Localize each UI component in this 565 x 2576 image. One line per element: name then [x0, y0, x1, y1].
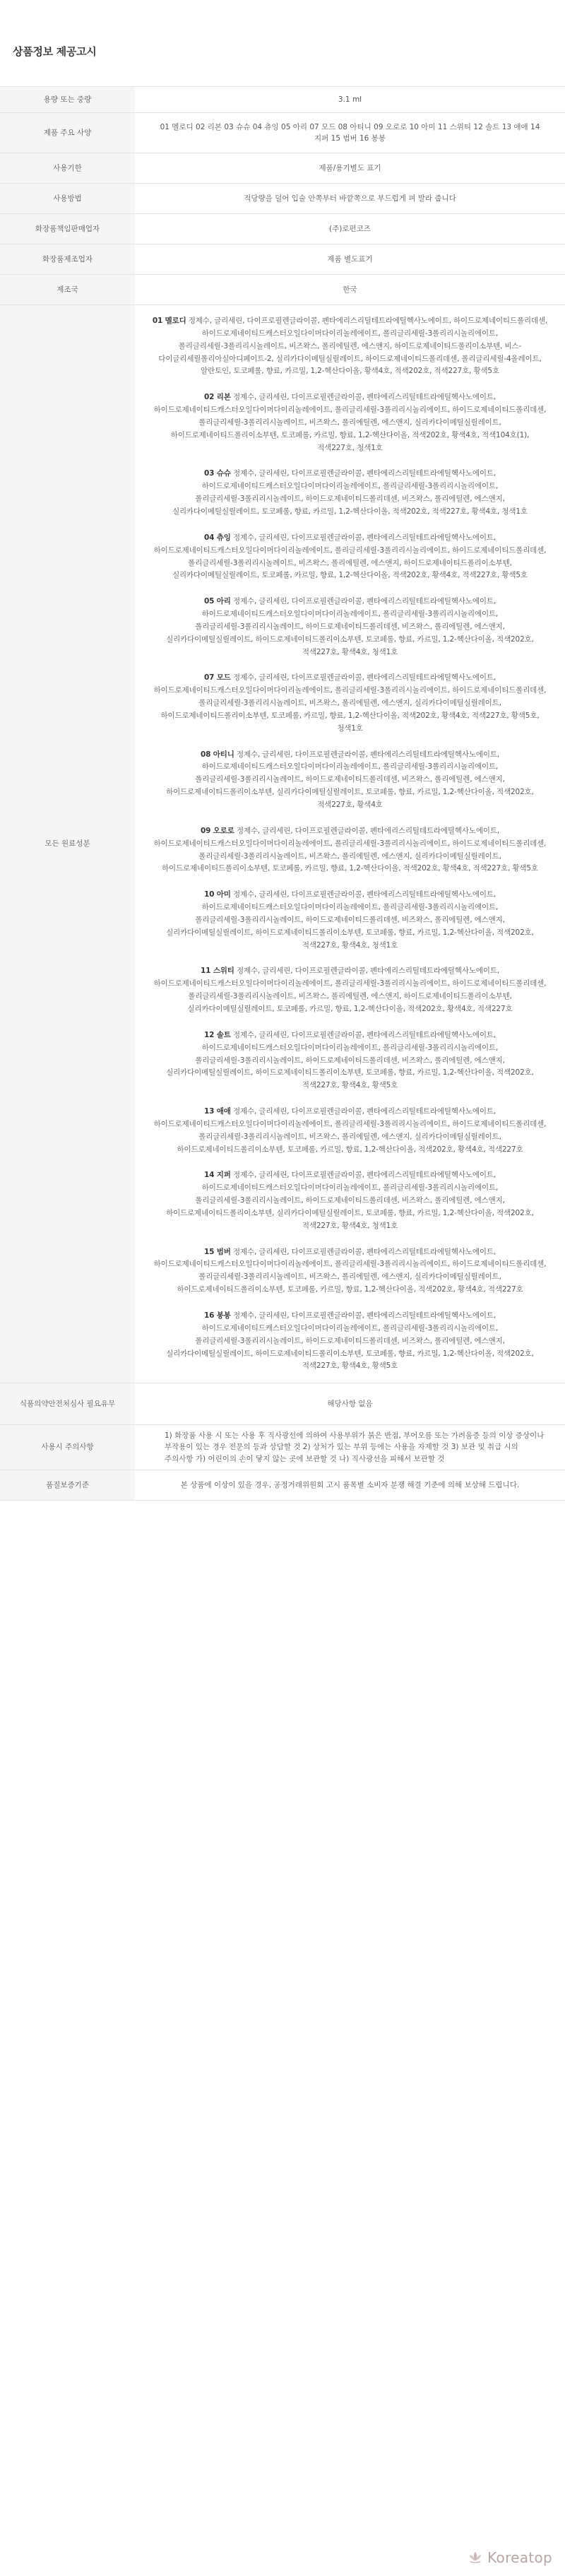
shade-label: 04 츄잉 — [203, 533, 231, 542]
shade-label: 14 지퍼 — [203, 1171, 231, 1180]
ingredient-block — [152, 1029, 548, 1092]
row-label: 식품의약안전처심사 필요유무 — [0, 1383, 135, 1425]
row-value: 제품 별도표기 — [135, 244, 565, 275]
shade-label: 05 아리 — [203, 597, 231, 606]
logo-text: Koreatop — [487, 2549, 552, 2566]
lotus-icon — [468, 2550, 483, 2565]
shade-label: 15 범버 — [203, 1247, 231, 1256]
ingredient-block — [152, 749, 548, 812]
shade-label: 09 오로로 — [200, 826, 234, 835]
row-value: 01 멜로디 02 리본 03 슈슈 04 츄잉 05 아리 07 모드 08 아티니 09 오로로 10 아미 11 스위티 12 솔트 13 애애 14 지퍼 15 범버 16 봉봉 — [135, 113, 565, 153]
ingredient-block — [152, 596, 548, 658]
row-label: 모든 원료성분 — [0, 305, 135, 1383]
row-label: 화장품책임판매업자 — [0, 214, 135, 244]
shade-label: 08 아티니 — [200, 750, 234, 759]
row-value: 3.1 ml — [135, 87, 565, 113]
row-value: 적당량을 덜어 입술 안쪽부터 바깥쪽으로 부드럽게 펴 발라 줍니다 — [135, 184, 565, 214]
row-volume — [0, 87, 565, 113]
ingredient-block — [152, 1169, 548, 1232]
ingredient-block — [152, 468, 548, 518]
row-expiry — [0, 153, 565, 184]
row-ingredients — [0, 305, 565, 1383]
ingredient-text: 정제수, 글리세린, 다이프로필렌글라이콜, 펜타에리스리틸테트라에틸헥사노에이트, 하이드로제네이티드캐스터오일다이머다이리놀레에이트, 폴리글리세릴-3폴리리시놀리에이트, 하이드로제네이티드폴리데센, 폴리글리세릴-3폴리리시놀레이트, 비즈왁스, 폴리에틸렌, 에스앤지, 하이드로제네이티드폴리이소부텐, 실리카다이메틸실릴레이트, 토코페롤, 카르밀, 향료, 1,2-헥산다이올, 적색202호, 황색4호, 적색227호, 황색5호 — [153, 533, 547, 580]
row-value: (주)로펀코즈 — [135, 214, 565, 244]
ingredient-text: 정제수, 글리세린, 다이프로필렌글라이콜, 펜타에리스리틸테트라에틸헥사노에이트, 하이드로제네이티드캐스터오일다이머다이리놀레에이트, 폴리글리세릴-3폴리리시놀리에이트, 하이드로제네이티드폴리데센, 폴리글리세릴-3폴리리시놀레이트, 비즈왁스, 폴리에틸렌, 에스앤지, 실리카다이메틸실릴레이트, 하이드로제네이티드폴리이소부텐, 토코페롤, 카르밀, 향료, 1,2-헥산다이올, 적색202호, 황색4호, 적색227호 — [153, 1107, 547, 1154]
shade-label: 01 멜로디 — [152, 317, 186, 325]
ingredient-block — [152, 532, 548, 582]
ingredients-list — [135, 305, 565, 1383]
row-label: 화장품제조업자 — [0, 244, 135, 275]
row-maker — [0, 214, 565, 244]
ingredient-text: 정제수, 글리세린, 다이프로필렌글라이콜, 펜타에리스리틸테트라에틸헥사노에이트, 하이드로제네이티드캐스터오일다이머다이리놀레에이트, 폴리글리세릴-3폴리리시놀리에이트, 폴리글리세릴-3폴리리시놀레이트, 하이드로제네이티드폴리데센, 비즈왁스, 폴리에틸렌, 에스앤지, 실리카다이메틸실릴레이트, 하이드로제네이티드폴리이소부텐, 토코페롤, 향료, 카르밀, 1,2-헥산다이올, 적색202호, 적색227호, 황색4호, 황색5호 — [166, 1030, 534, 1090]
row-value: 한국 — [135, 275, 565, 305]
ingredient-text: 정제수, 글리세린, 다이프로필렌글라이콜, 펜타에리스리틸테트라에틸헥사노에이트, 하이드로제네이티드폴리데센, 하이드로제네이티드캐스터오일다이머다이리놀레에이트, 폴리글리세릴-3폴리리시놀리에이트, 폴리글리세릴-3폴리리시놀레이트, 비즈왁스, 폴리에틸렌, 에스앤지, 하이드로제네이티드폴리이소부텐, 비스-다이글리세릴폴리아실아디페이트-2, 실리카다이메틸실릴레이트, 하이드로제네이티드폴리데센, 폴리글리세릴-4올레이트, 알란토인, 토코페롤, 향료, 카르밀, 1,2-헥산다이올, 황색4호, 적색202호, 적색227호, 황색5호 — [158, 317, 548, 376]
row-value: 본 상품에 이상이 있을 경우, 공정거래위원회 고시 품목별 소비자 분쟁 해결 기준에 의해 보상해 드립니다. — [135, 1470, 565, 1501]
ingredient-block — [152, 1106, 548, 1156]
row-label: 사용시 주의사항 — [0, 1425, 135, 1470]
ingredient-text: 정제수, 글리세린, 다이프로필렌글라이콜, 펜타에리스리틸테트라에틸헥사노에이트, 하이드로제네이티드캐스터오일다이머다이리놀레에이트, 폴리글리세릴-3폴리리시놀리에이트, 하이드로제네이티드폴리데센, 폴리글리세릴-3폴리리시놀레이트, 비즈왁스, 폴리에틸렌, 에스앤지, 실리카다이메틸실릴레이트, 하이드로제네이티드폴리이소부텐, 토코페롤, 카르밀, 향료, 1,2-헥산다이올, 적색202호, 황색4호, 적색227호, 황색5호, 청색1호 — [153, 673, 547, 733]
ingredient-text: 정제수, 글리세린, 다이프로필렌글라이콜, 펜타에리스리틸테트라에틸헥사노에이트, 하이드로제네이티드캐스터오일다이머다이리놀레에이트, 폴리글리세릴-3폴리리시놀리에이트, 폴리글리세릴-3폴리리시놀레이트, 하이드로제네이티드폴리데센, 비즈왁스, 폴리에틸렌, 에스앤지, 실리카다이메틸실릴레이트, 하이드로제네이티드폴리이소부텐, 토코페롤, 향료, 카르밀, 1,2-헥산다이올, 적색202호, 적색227호, 황색4호, 황색5호 — [166, 1311, 534, 1371]
row-spec — [0, 113, 565, 153]
ingredient-block — [152, 889, 548, 952]
ingredient-block — [152, 1246, 548, 1296]
ingredient-block — [152, 1310, 548, 1373]
ingredient-text: 정제수, 글리세린, 다이프로필렌글라이콜, 펜타에리스리틸테트라에틸헥사노에이트, 하이드로제네이티드캐스터오일다이머다이리놀레에이트, 폴리글리세릴-3폴리리시놀리에이트, 하이드로제네이티드폴리데센, 폴리글리세릴-3폴리리시놀레이트, 비즈왁스, 폴리에틸렌, 에스앤지, 실리카다이메틸실릴레이트, 하이드로제네이티드폴리이소부텐, 토코페롤, 카르밀, 향료, 1,2-헥산다이올, 적색202호, 황색4호, 적색104호(1), 적색227호, 청색1호 — [153, 393, 547, 452]
shade-label: 07 모드 — [203, 673, 231, 683]
row-warranty — [0, 1470, 565, 1501]
ingredient-block — [152, 315, 548, 378]
shade-label: 03 슈슈 — [203, 469, 231, 478]
ingredient-text: 정제수, 글리세린, 다이프로필렌글라이콜, 펜타에리스리틸테트라에틸헥사노에이트, 하이드로제네이티드캐스터오일다이머다이리놀레에이트, 폴리글리세릴-3폴리리시놀리에이트, 하이드로제네이티드폴리데센, 폴리글리세릴-3폴리리시놀레이트, 비즈왁스, 폴리에틸렌, 에스앤지, 하이드로제네이티드폴리이소부텐, 실리카다이메틸실릴레이트, 토코페롤, 카르밀, 향료, 1,2-헥산다이올, 적색202호, 황색4호, 적색227호 — [153, 967, 547, 1013]
row-value: 제품/용기별도 표기 — [135, 153, 565, 184]
ingredient-text: 정제수, 글리세린, 다이프로필렌글라이콜, 펜타에리스리틸테트라에틸헥사노에이트, 하이드로제네이티드캐스터오일다이머다이리놀레에이트, 폴리글리세릴-3폴리리시놀리에이트, 폴리글리세릴-3폴리리시놀레이트, 하이드로제네이티드폴리데센, 비즈왁스, 폴리에틸렌, 에스앤지, 실리카다이메틸실릴레이트, 하이드로제네이티드폴리이소부텐, 토코페롤, 향료, 카르밀, 1,2-헥산다이올, 적색202호, 적색227호, 황색4호, 청색1호 — [166, 890, 534, 950]
row-label: 제품 주요 사양 — [0, 113, 135, 153]
row-value: 해당사항 없음 — [135, 1383, 565, 1425]
shade-label: 11 스위티 — [200, 967, 234, 976]
ingredient-text: 정제수, 글리세린, 다이프로필렌글라이콜, 펜타에리스리틸테트라에틸헥사노에이트, 하이드로제네이티드캐스터오일다이머다이리놀레에이트, 폴리글리세릴-3폴리리시놀리에이트, 폴리글리세릴-3폴리리시놀레이트, 하이드로제네이티드폴리데센, 비즈왁스, 폴리에틸렌, 에스앤지, 하이드로제네이티드폴리이소부텐, 실리카다이메틸실릴레이트, 토코페롤, 향료, 카르밀, 1,2-헥산다이올, 적색202호, 적색227호, 황색4호, 청색1호 — [166, 1171, 534, 1230]
ingredient-text: 정제수, 글리세린, 다이프로필렌글라이콜, 펜타에리스리틸테트라에틸헥사노에이트, 하이드로제네이티드캐스터오일다이머다이리놀레에이트, 폴리글리세릴-3폴리리시놀리에이트, 하이드로제네이티드폴리데센, 폴리글리세릴-3폴리리시놀레이트, 비즈왁스, 폴리에틸렌, 에스앤지, 실리카다이메틸실릴레이트, 하이드로제네이티드폴리이소부텐, 토코페롤, 카르밀, 향료, 1,2-헥산다이올, 적색202호, 황색4호, 적색227호, 황색5호 — [153, 826, 547, 873]
row-country — [0, 275, 565, 305]
page-title: 상품정보 제공고시 — [13, 45, 97, 58]
row-usage — [0, 184, 565, 214]
row-label: 사용기한 — [0, 153, 135, 184]
ingredient-block — [152, 672, 548, 735]
ingredient-block — [152, 391, 548, 454]
row-seller — [0, 244, 565, 275]
ingredient-text: 정제수, 글리세린, 다이프로필렌글라이콜, 펜타에리스리틸테트라에틸헥사노에이트, 하이드로제네이티드캐스터오일다이머다이리놀레에이트, 폴리글리세릴-3폴리리시놀리에이트, 폴리글리세릴-3폴리리시놀레이트, 하이드로제네이티드폴리데센, 비즈왁스, 폴리에틸렌, 에스앤지, 하이드로제네이티드폴리이소부텐, 실리카다이메틸실릴레이트, 토코페롤, 향료, 카르밀, 1,2-헥산다이올, 적색202호, 적색227호, 황색4호 — [166, 750, 534, 809]
product-info-table — [0, 86, 565, 1501]
row-label: 용량 또는 중량 — [0, 87, 135, 113]
row-value: 1) 화장품 사용 시 또는 사용 후 직사광선에 의하여 사용부위가 붉은 반점, 부어오름 또는 가려움증 등의 이상 증상이나 부작용이 있는 경우 전문의 등과 상담할 것 2) 상처가 있는 부위 등에는 사용을 자제할 것 3) 보관 및 취급 시의 주의사항 가) 어린이의 손이 닿지 않는 곳에 보관할 것 나) 직사광선을 피해서 보관할 것 — [135, 1425, 565, 1470]
row-food — [0, 1383, 565, 1425]
ingredient-text: 정제수, 글리세린, 다이프로필렌글라이콜, 펜타에리스리틸테트라에틸헥사노에이트, 하이드로제네이티드캐스터오일다이머다이리놀레에이트, 폴리글리세릴-3폴리리시놀리에이트, 폴리글리세릴-3폴리리시놀레이트, 하이드로제네이티드폴리데센, 비즈왁스, 폴리에틸렌, 에스앤지, 실리카다이메틸실릴레이트, 하이드로제네이티드폴리이소부텐, 토코페롤, 향료, 카르밀, 1,2-헥산다이올, 적색202호, 적색227호, 황색4호, 청색1호 — [166, 597, 534, 656]
shade-label: 16 봉봉 — [203, 1311, 231, 1320]
row-label: 사용방법 — [0, 184, 135, 214]
shade-label: 12 솔트 — [203, 1030, 231, 1039]
brand-logo — [468, 2549, 552, 2566]
ingredient-text: 정제수, 글리세린, 다이프로필렌글라이콜, 펜타에리스리틸테트라에틸헥사노에이트, 하이드로제네이티드캐스터오일다이머다이리놀레에이트, 폴리글리세릴-3폴리리시놀리에이트, 폴리글리세릴-3폴리리시놀레이트, 하이드로제네이티드폴리데센, 비즈왁스, 폴리에틸렌, 에스앤지, 실리카다이메틸실릴레이트, 토코페롤, 향료, 카르밀, 1,2-헥산다이올, 적색202호, 적색227호, 황색4호, 청색1호 — [172, 469, 528, 516]
shade-label: 10 아미 — [203, 890, 231, 899]
ingredient-text: 정제수, 글리세린, 다이프로필렌글라이콜, 펜타에리스리틸테트라에틸헥사노에이트, 하이드로제네이티드캐스터오일다이머다이리놀레에이트, 폴리글리세릴-3폴리리시놀리에이트, 하이드로제네이티드폴리데센, 폴리글리세릴-3폴리리시놀레이트, 비즈왁스, 폴리에틸렌, 에스앤지, 실리카다이메틸실릴레이트, 하이드로제네이티드폴리이소부텐, 토코페롤, 카르밀, 향료, 1,2-헥산다이올, 적색202호, 황색4호, 적색227호 — [153, 1247, 547, 1294]
row-label: 품질보증기준 — [0, 1470, 135, 1501]
shade-label: 02 리본 — [203, 393, 231, 402]
row-label: 제조국 — [0, 275, 135, 305]
row-caution — [0, 1425, 565, 1470]
shade-label: 13 애애 — [203, 1107, 231, 1116]
ingredient-block — [152, 965, 548, 1015]
ingredient-block — [152, 825, 548, 875]
